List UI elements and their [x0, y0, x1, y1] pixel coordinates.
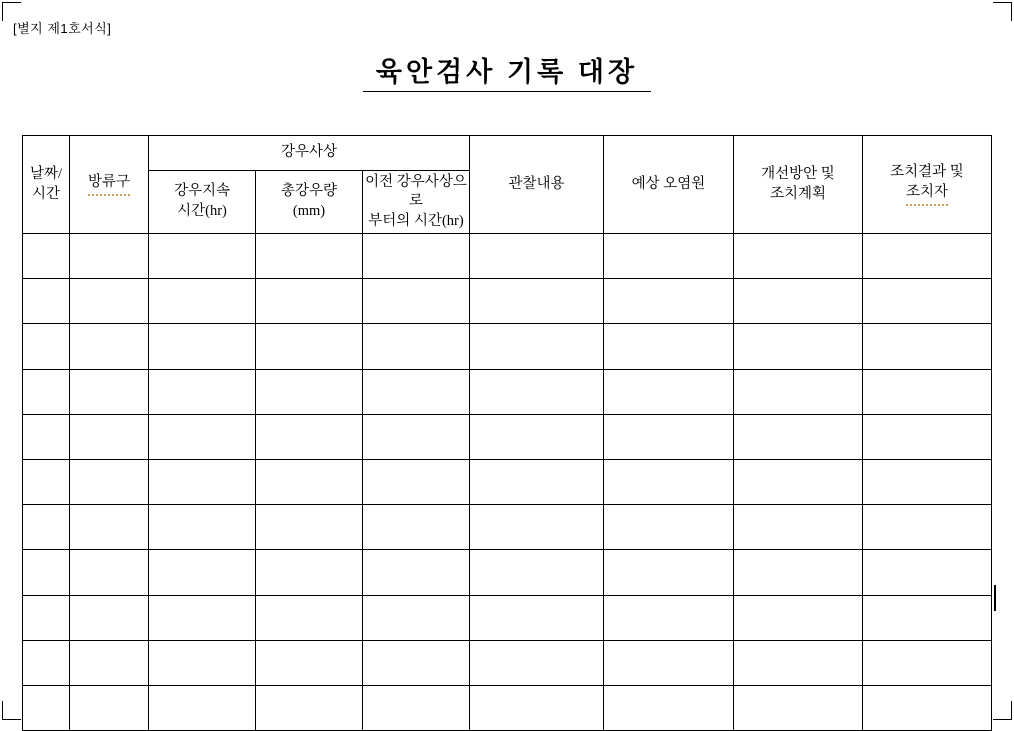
cell-rain-total[interactable]	[256, 234, 363, 279]
cell-observation[interactable]	[470, 324, 604, 369]
cell-rain-total[interactable]	[256, 459, 363, 504]
cell-expected-source[interactable]	[604, 324, 734, 369]
header-observation: 관찰내용	[470, 136, 604, 234]
table-row	[23, 640, 992, 685]
ledger-table-container	[22, 135, 992, 731]
cell-expected-source[interactable]	[604, 279, 734, 324]
cell-action-result[interactable]	[863, 324, 992, 369]
cell-date-time[interactable]	[23, 640, 70, 685]
cell-rain-duration[interactable]	[149, 595, 256, 640]
table-row	[23, 279, 992, 324]
cell-rain-duration[interactable]	[149, 505, 256, 550]
header-improvement-plan-line1: 개선방안 및	[761, 165, 835, 182]
cell-improvement-plan[interactable]	[734, 595, 863, 640]
cell-rain-since-prev[interactable]	[363, 414, 470, 459]
cell-action-result[interactable]	[863, 505, 992, 550]
header-action-result-line1: 조치결과 및	[890, 164, 964, 181]
cell-date-time[interactable]	[23, 595, 70, 640]
cell-rain-total[interactable]	[256, 505, 363, 550]
cell-rain-since-prev[interactable]	[363, 234, 470, 279]
cell-outlet[interactable]	[70, 234, 149, 279]
cell-date-time[interactable]	[23, 234, 70, 279]
cell-action-result[interactable]	[863, 369, 992, 414]
cell-date-time[interactable]	[23, 369, 70, 414]
table-row	[23, 550, 992, 595]
header-outlet	[70, 136, 149, 234]
cell-rain-duration[interactable]	[149, 369, 256, 414]
cell-observation[interactable]	[470, 550, 604, 595]
cell-rain-since-prev[interactable]	[363, 505, 470, 550]
cell-expected-source[interactable]	[604, 234, 734, 279]
cell-rain-since-prev[interactable]	[363, 369, 470, 414]
cell-expected-source[interactable]	[604, 414, 734, 459]
header-improvement-plan	[734, 136, 863, 234]
cell-observation[interactable]	[470, 459, 604, 504]
cell-observation[interactable]	[470, 279, 604, 324]
page-title: 육안검사 기록 대장	[375, 57, 639, 87]
cell-rain-duration[interactable]	[149, 324, 256, 369]
header-rain-total	[256, 171, 363, 234]
cell-date-time[interactable]	[23, 279, 70, 324]
cell-improvement-plan[interactable]	[734, 279, 863, 324]
cell-date-time[interactable]	[23, 550, 70, 595]
cell-outlet[interactable]	[70, 369, 149, 414]
cell-rain-duration[interactable]	[149, 550, 256, 595]
header-date-time	[23, 136, 70, 234]
cell-rain-duration[interactable]	[149, 459, 256, 504]
cell-rain-since-prev[interactable]	[363, 640, 470, 685]
cell-action-result[interactable]	[863, 414, 992, 459]
ledger-table	[22, 135, 992, 731]
cell-outlet[interactable]	[70, 685, 149, 730]
cell-rain-duration[interactable]	[149, 414, 256, 459]
cell-expected-source[interactable]	[604, 640, 734, 685]
cell-observation[interactable]	[470, 595, 604, 640]
cell-date-time[interactable]	[23, 505, 70, 550]
cell-observation[interactable]	[470, 414, 604, 459]
cell-observation[interactable]	[470, 369, 604, 414]
cell-rain-since-prev[interactable]	[363, 685, 470, 730]
cell-observation[interactable]	[470, 234, 604, 279]
cell-rain-since-prev[interactable]	[363, 324, 470, 369]
crop-mark-top-right	[993, 2, 1012, 21]
cell-observation[interactable]	[470, 505, 604, 550]
cell-improvement-plan[interactable]	[734, 414, 863, 459]
table-body	[23, 234, 992, 731]
form-code-label: [별지 제1호서식]	[13, 21, 112, 36]
header-rain-duration-line2: 시간(hr)	[177, 203, 227, 219]
cell-expected-source[interactable]	[604, 505, 734, 550]
cell-rain-since-prev[interactable]	[363, 459, 470, 504]
crop-mark-bottom-right	[993, 701, 1012, 720]
cell-date-time[interactable]	[23, 324, 70, 369]
cell-outlet[interactable]	[70, 505, 149, 550]
header-outlet-label: 방류구	[88, 173, 130, 196]
cell-rain-total[interactable]	[256, 685, 363, 730]
cell-rain-duration[interactable]	[149, 234, 256, 279]
cell-observation[interactable]	[470, 685, 604, 730]
cell-improvement-plan[interactable]	[734, 505, 863, 550]
title-underline	[363, 91, 651, 92]
cell-outlet[interactable]	[70, 324, 149, 369]
header-action-result-line2	[863, 183, 991, 206]
header-rain-duration-line1: 강우지속	[173, 183, 231, 200]
cell-action-result[interactable]	[863, 550, 992, 595]
header-date-time-line2: 시간	[31, 185, 60, 202]
cell-outlet[interactable]	[70, 550, 149, 595]
table-header	[23, 136, 992, 234]
table-row	[23, 459, 992, 504]
table-row	[23, 414, 992, 459]
cell-action-result[interactable]	[863, 595, 992, 640]
cell-observation[interactable]	[470, 640, 604, 685]
cell-rain-duration[interactable]	[149, 640, 256, 685]
cell-date-time[interactable]	[23, 459, 70, 504]
cell-expected-source[interactable]	[604, 595, 734, 640]
cell-rain-total[interactable]	[256, 550, 363, 595]
table-row	[23, 369, 992, 414]
cell-rain-total[interactable]	[256, 279, 363, 324]
cell-date-time[interactable]	[23, 685, 70, 730]
cell-action-result[interactable]	[863, 640, 992, 685]
header-rain-since-prev	[363, 171, 470, 234]
cell-expected-source[interactable]	[604, 369, 734, 414]
header-rain-since-prev-line2: 부터의 시간(hr)	[368, 212, 464, 229]
cell-improvement-plan[interactable]	[734, 324, 863, 369]
cell-rain-since-prev[interactable]	[363, 279, 470, 324]
header-expected-source: 예상 오염원	[604, 136, 734, 234]
cell-rain-total[interactable]	[256, 414, 363, 459]
header-rain-event-group: 강우사상	[149, 136, 470, 171]
header-rain-duration	[149, 171, 256, 234]
cell-rain-since-prev[interactable]	[363, 595, 470, 640]
cell-action-result[interactable]	[863, 279, 992, 324]
cell-improvement-plan[interactable]	[734, 369, 863, 414]
cell-rain-total[interactable]	[256, 595, 363, 640]
table-row	[23, 595, 992, 640]
table-row	[23, 505, 992, 550]
cell-action-result[interactable]	[863, 685, 992, 730]
cell-outlet[interactable]	[70, 459, 149, 504]
header-rain-total-line1: 총강우량	[280, 183, 338, 200]
cell-improvement-plan[interactable]	[734, 550, 863, 595]
cell-rain-since-prev[interactable]	[363, 550, 470, 595]
cell-improvement-plan[interactable]	[734, 640, 863, 685]
header-rain-since-prev-line1: 이전 강우사상으로	[365, 173, 467, 210]
cell-date-time[interactable]	[23, 414, 70, 459]
cell-outlet[interactable]	[70, 279, 149, 324]
table-row	[23, 685, 992, 730]
cell-action-result[interactable]	[863, 459, 992, 504]
cell-expected-source[interactable]	[604, 685, 734, 730]
cell-improvement-plan[interactable]	[734, 234, 863, 279]
cell-outlet[interactable]	[70, 640, 149, 685]
header-rain-total-line2: (mm)	[292, 203, 326, 219]
header-improvement-plan-line2: 조치계획	[769, 185, 827, 202]
cell-rain-total[interactable]	[256, 324, 363, 369]
cell-rain-total[interactable]	[256, 369, 363, 414]
header-action-result	[863, 136, 992, 234]
header-action-result-line2-label: 조치자	[906, 183, 948, 206]
cell-rain-duration[interactable]	[149, 279, 256, 324]
text-cursor	[994, 585, 996, 611]
header-date-time-line1: 날짜/	[29, 165, 63, 182]
cell-outlet[interactable]	[70, 414, 149, 459]
crop-mark-bottom-left	[2, 701, 21, 720]
table-row	[23, 324, 992, 369]
table-row	[23, 234, 992, 279]
cell-improvement-plan[interactable]	[734, 685, 863, 730]
cell-rain-duration[interactable]	[149, 685, 256, 730]
cell-expected-source[interactable]	[604, 550, 734, 595]
cell-outlet[interactable]	[70, 595, 149, 640]
cell-improvement-plan[interactable]	[734, 459, 863, 504]
table-header-row-1	[23, 136, 992, 171]
cell-rain-total[interactable]	[256, 640, 363, 685]
cell-expected-source[interactable]	[604, 459, 734, 504]
cell-action-result[interactable]	[863, 234, 992, 279]
